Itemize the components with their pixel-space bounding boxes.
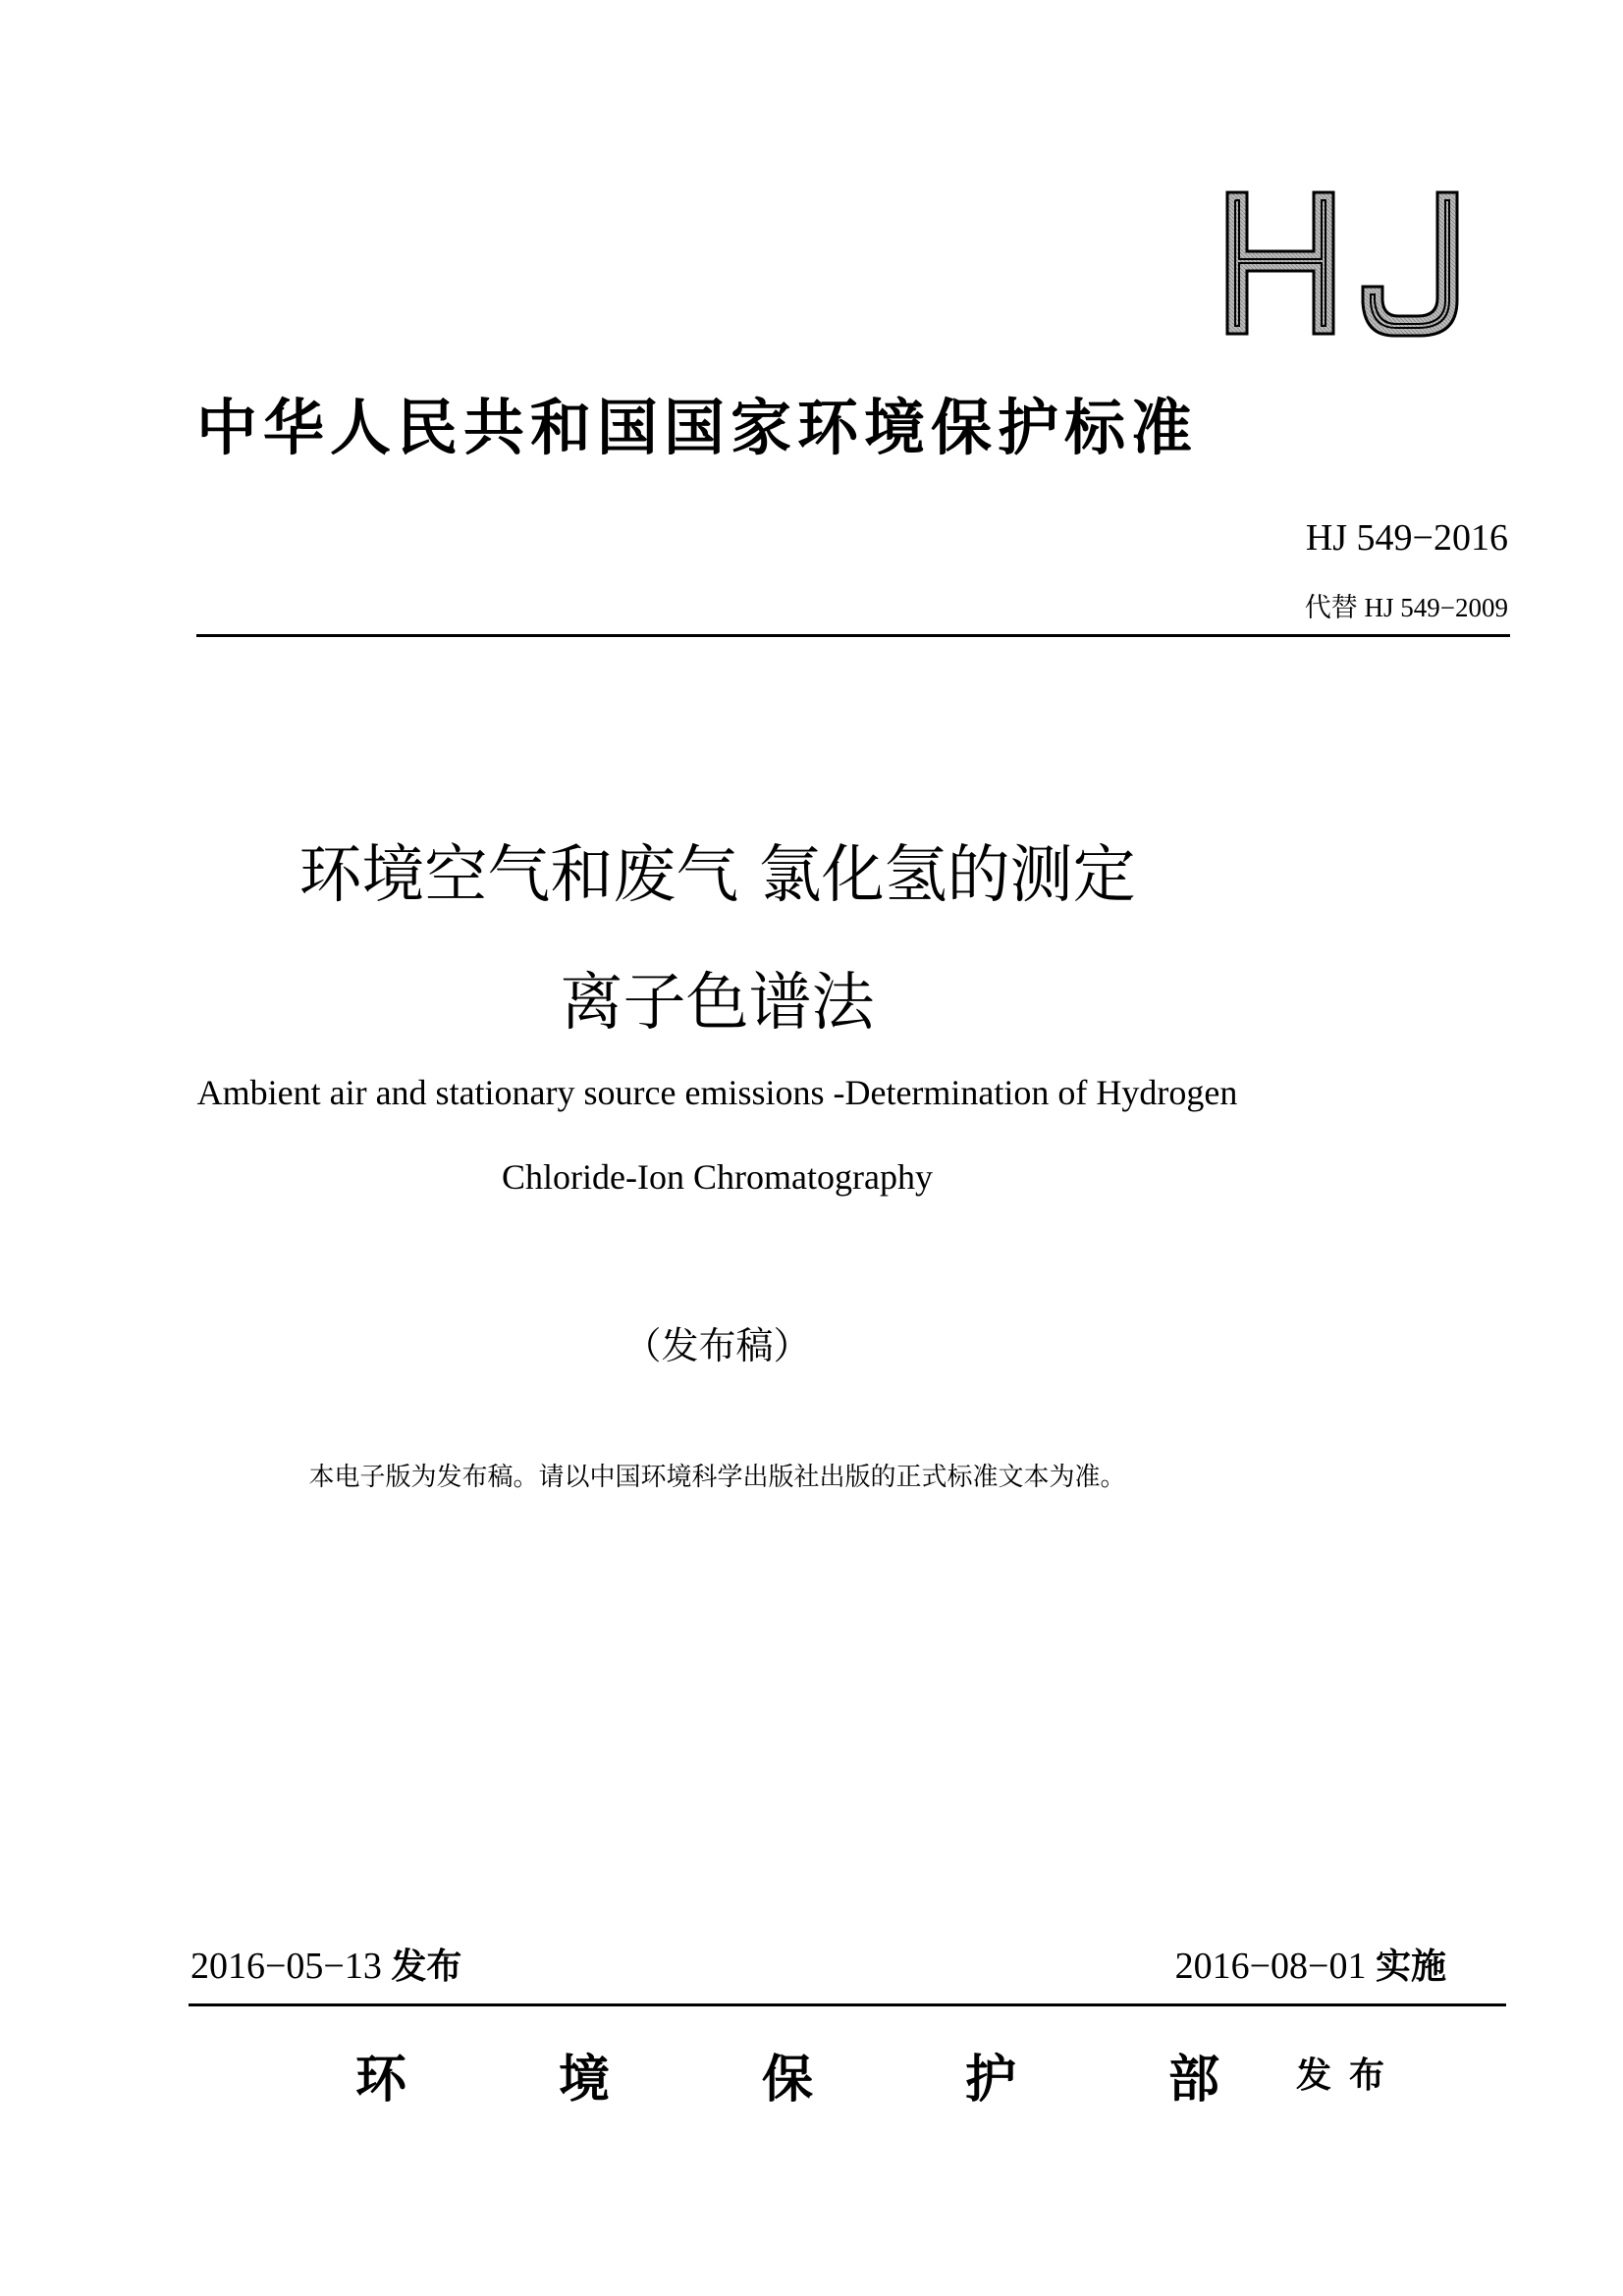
standard-type-heading: 中华人民共和国国家环境保护标准	[196, 392, 1199, 463]
issuer-char: 境	[558, 2051, 610, 2109]
issuer-char: 护	[964, 2051, 1016, 2109]
hj-logo	[1216, 185, 1481, 342]
effective-date-value: 2016−08−01	[1174, 1946, 1367, 1987]
title-en-line2: Chloride-Ion Chromatography	[502, 1157, 933, 1197]
title-cn-line1: 环境空气和废气 氯化氢的测定	[298, 839, 1136, 912]
issuer-name	[355, 2038, 1219, 2111]
issuer-char: 部	[1167, 2051, 1219, 2109]
bottom-divider	[189, 2003, 1506, 2006]
publish-date-value: 2016−05−13	[190, 1946, 382, 1987]
publish-word: 发布	[391, 1947, 462, 1987]
top-divider	[196, 634, 1510, 637]
edition-note: 本电子版为发布稿。请以中国环境科学出版社出版的正式标准文本为准。	[308, 1463, 1126, 1492]
replaces-note: 代替 HJ 549−2009	[1304, 593, 1508, 622]
release-tag: （发布稿）	[623, 1324, 811, 1367]
publish-date	[190, 1939, 461, 1989]
issuer-char: 环	[355, 2051, 407, 2109]
standard-code: HJ 549−2016	[1305, 517, 1508, 559]
title-en-line1: Ambient air and stationary source emissions -Determination of Hydrogen	[196, 1073, 1238, 1112]
title-cn-line2: 离子色谱法	[560, 967, 875, 1040]
effective-date	[1175, 1939, 1446, 1989]
issuer-suffix: 发布	[1296, 2056, 1403, 2096]
issuer-char: 保	[761, 2051, 813, 2109]
effective-word: 实施	[1375, 1947, 1446, 1987]
